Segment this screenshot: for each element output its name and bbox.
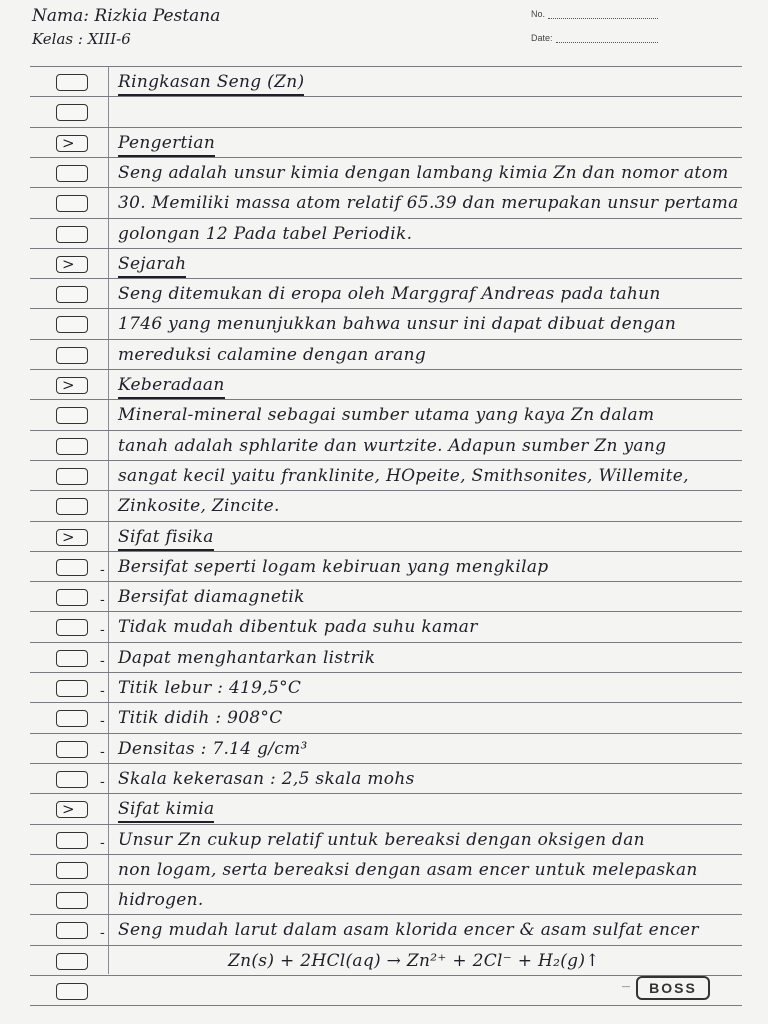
ruled-line — [30, 611, 742, 612]
ruled-line — [30, 793, 742, 794]
row-checkbox — [56, 195, 88, 212]
ruled-line — [30, 824, 742, 825]
handwritten-line: tanah adalah sphlarite dan wurtzite. Adapun sumber Zn yang — [118, 436, 667, 456]
student-name: Nama: Rizkia Pestana — [32, 6, 221, 26]
heading-underline — [118, 821, 214, 823]
handwritten-line: hidrogen. — [118, 890, 204, 910]
row-checkbox — [56, 74, 88, 91]
section-marker: > — [62, 134, 75, 152]
bullet-dash: - — [100, 592, 105, 608]
ruled-line — [30, 581, 742, 582]
no-label: No. — [531, 9, 546, 19]
bullet-dash: - — [100, 683, 105, 699]
ruled-line — [30, 884, 742, 885]
brand-logo: BOSS — [636, 976, 710, 1000]
section-marker: > — [62, 376, 75, 394]
ruled-line — [30, 96, 742, 97]
row-checkbox — [56, 862, 88, 879]
row-checkbox — [56, 710, 88, 727]
handwritten-line: Densitas : 7.14 g/cm³ — [118, 739, 308, 759]
no-line — [548, 18, 658, 19]
row-checkbox — [56, 286, 88, 303]
ruled-line — [30, 521, 742, 522]
ruled-line — [30, 733, 742, 734]
handwritten-line: Bersifat diamagnetik — [118, 587, 305, 607]
ruled-line — [30, 1005, 742, 1006]
row-checkbox — [56, 983, 88, 1000]
ruled-line — [30, 945, 742, 946]
section-heading: Pengertian — [118, 133, 216, 153]
row-checkbox — [56, 468, 88, 485]
row-checkbox — [56, 347, 88, 364]
ruled-line — [30, 218, 742, 219]
handwritten-line: non logam, serta bereaksi dengan asam encer untuk melepaskan — [118, 860, 698, 880]
handwritten-line: Seng adalah unsur kimia dengan lambang kimia Zn dan nomor atom — [118, 163, 729, 183]
heading-underline — [118, 397, 225, 399]
row-checkbox — [56, 104, 88, 121]
ruled-line — [30, 127, 742, 128]
row-checkbox — [56, 771, 88, 788]
handwritten-line: Unsur Zn cukup relatif untuk bereaksi dengan oksigen dan — [118, 830, 645, 850]
row-checkbox — [56, 165, 88, 182]
handwritten-line: Seng ditemukan di eropa oleh Marggraf Andreas pada tahun — [118, 284, 661, 304]
section-heading: Sifat kimia — [118, 799, 215, 819]
bullet-dash: - — [100, 925, 105, 941]
handwritten-line: Titik lebur : 419,5°C — [118, 678, 302, 698]
section-heading: Sejarah — [118, 254, 187, 274]
handwritten-line: sangat kecil yaitu franklinite, HOpeite, Smithsonites, Willemite, — [118, 466, 689, 486]
heading-underline — [118, 155, 215, 157]
row-checkbox — [56, 680, 88, 697]
ruled-line — [30, 551, 742, 552]
date-line — [556, 42, 658, 43]
handwritten-line: Tidak mudah dibentuk pada suhu kamar — [118, 617, 478, 637]
heading-underline — [118, 549, 214, 551]
ruled-line — [30, 248, 742, 249]
ruled-line — [30, 399, 742, 400]
ruled-line — [30, 460, 742, 461]
handwritten-line: Mineral-mineral sebagai sumber utama yang kaya Zn dalam — [118, 405, 655, 425]
date-label: Date: — [531, 33, 553, 43]
ruled-line — [30, 157, 742, 158]
row-checkbox — [56, 316, 88, 333]
row-checkbox — [56, 226, 88, 243]
section-marker: > — [62, 800, 75, 818]
bullet-dash: - — [100, 835, 105, 851]
bullet-dash: - — [100, 622, 105, 638]
handwritten-line: Bersifat seperti logam kebiruan yang mengkilap — [118, 557, 549, 577]
row-checkbox — [56, 650, 88, 667]
handwritten-line: 30. Memiliki massa atom relatif 65.39 dan merupakan unsur pertama — [118, 193, 739, 213]
row-checkbox — [56, 498, 88, 515]
heading-underline — [118, 276, 186, 278]
student-class: Kelas : XIII-6 — [32, 30, 131, 48]
row-checkbox — [56, 741, 88, 758]
handwritten-line: Zinkosite, Zincite. — [118, 496, 280, 516]
ruled-line — [30, 914, 742, 915]
row-checkbox — [56, 589, 88, 606]
ruled-line — [30, 369, 742, 370]
ruled-line — [30, 278, 742, 279]
ruled-line — [30, 339, 742, 340]
handwritten-line: 1746 yang menunjukkan bahwa unsur ini dapat dibuat dengan — [118, 314, 677, 334]
handwritten-line: mereduksi calamine dengan arang — [118, 345, 427, 365]
section-heading: Keberadaan — [118, 375, 225, 395]
heading-underline — [118, 94, 304, 96]
ruled-line — [30, 187, 742, 188]
section-heading: Sifat fisika — [118, 527, 214, 547]
bullet-dash: - — [100, 774, 105, 790]
ruled-line — [30, 642, 742, 643]
section-marker: > — [62, 528, 75, 546]
ruled-line — [30, 308, 742, 309]
bullet-dash: - — [100, 713, 105, 729]
ruled-line — [30, 672, 742, 673]
handwritten-line: Zn(s) + 2HCl(aq) → Zn²⁺ + 2Cl⁻ + H₂(g)↑ — [228, 951, 600, 971]
row-checkbox — [56, 832, 88, 849]
section-heading: Ringkasan Seng (Zn) — [118, 72, 305, 92]
bullet-dash: - — [100, 562, 105, 578]
margin-line — [108, 66, 109, 974]
ruled-line — [30, 490, 742, 491]
row-checkbox — [56, 559, 88, 576]
ruled-line — [30, 430, 742, 431]
ruled-line — [30, 702, 742, 703]
row-checkbox — [56, 407, 88, 424]
ruled-line — [30, 66, 742, 67]
section-marker: > — [62, 255, 75, 273]
bullet-dash: - — [100, 744, 105, 760]
ruled-line — [30, 975, 742, 976]
row-checkbox — [56, 619, 88, 636]
handwritten-line: Skala kekerasan : 2,5 skala mohs — [118, 769, 415, 789]
logo-prefix: — — [622, 982, 630, 991]
row-checkbox — [56, 438, 88, 455]
ruled-line — [30, 854, 742, 855]
handwritten-line: Seng mudah larut dalam asam klorida encer & asam sulfat encer — [118, 920, 699, 940]
handwritten-line: Dapat menghantarkan listrik — [118, 648, 376, 668]
ruled-line — [30, 763, 742, 764]
row-checkbox — [56, 892, 88, 909]
handwritten-line: golongan 12 Pada tabel Periodik. — [118, 224, 413, 244]
row-checkbox — [56, 953, 88, 970]
row-checkbox — [56, 922, 88, 939]
handwritten-line: Titik didih : 908°C — [118, 708, 283, 728]
bullet-dash: - — [100, 653, 105, 669]
